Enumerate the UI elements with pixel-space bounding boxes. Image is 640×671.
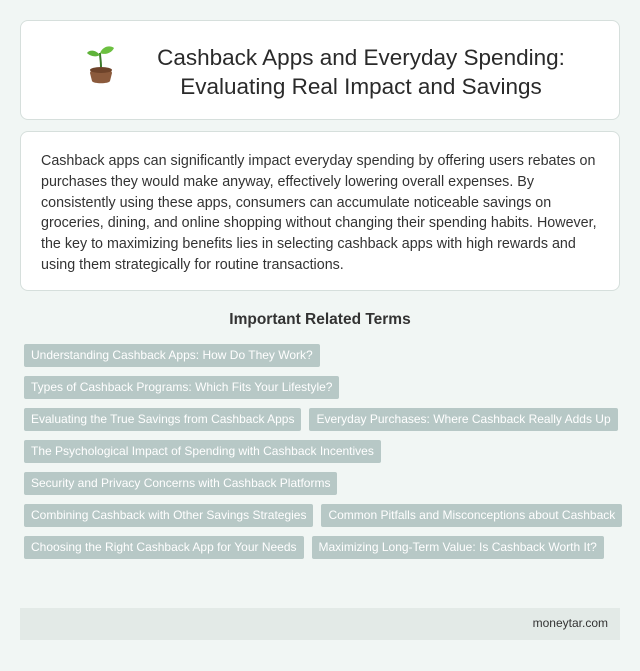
page-title: Cashback Apps and Everyday Spending: Evaluating Real Impact and Savings	[157, 45, 565, 99]
footer-site-link[interactable]: moneytar.com	[532, 616, 608, 630]
related-term-tag[interactable]: Security and Privacy Concerns with Cashback Platforms	[24, 472, 337, 495]
seedling-icon	[81, 43, 121, 87]
description-card	[20, 131, 620, 291]
related-term-tag[interactable]: Everyday Purchases: Where Cashback Really Adds Up	[309, 408, 617, 431]
footer-bar	[20, 608, 620, 640]
related-term-tag[interactable]: Maximizing Long-Term Value: Is Cashback Worth It?	[312, 536, 604, 559]
related-term-tag[interactable]: Combining Cashback with Other Savings Strategies	[24, 504, 313, 527]
related-term-tag[interactable]: Common Pitfalls and Misconceptions about Cashback	[321, 504, 622, 527]
related-terms-heading: Important Related Terms	[229, 311, 411, 328]
related-terms-list	[24, 344, 624, 559]
related-term-tag[interactable]: Types of Cashback Programs: Which Fits Your Lifestyle?	[24, 376, 339, 399]
related-term-tag[interactable]: The Psychological Impact of Spending with Cashback Incentives	[24, 440, 381, 463]
title-card	[20, 20, 620, 120]
related-term-tag[interactable]: Evaluating the True Savings from Cashback Apps	[24, 408, 301, 431]
related-term-tag[interactable]: Understanding Cashback Apps: How Do They Work?	[24, 344, 320, 367]
description-text: Cashback apps can significantly impact everyday spending by offering users rebates on purchases they would make anyway, effectively lowering overall expenses. By consistently using these apps, consumers can accumulate noticeable savings on groceries, dining, and online shopping without changing their spending habits. However, the key to maximizing benefits lies in selecting cashback apps with high rewards and using them strategically for routine transactions.	[41, 153, 597, 273]
related-term-tag[interactable]: Choosing the Right Cashback App for Your Needs	[24, 536, 304, 559]
